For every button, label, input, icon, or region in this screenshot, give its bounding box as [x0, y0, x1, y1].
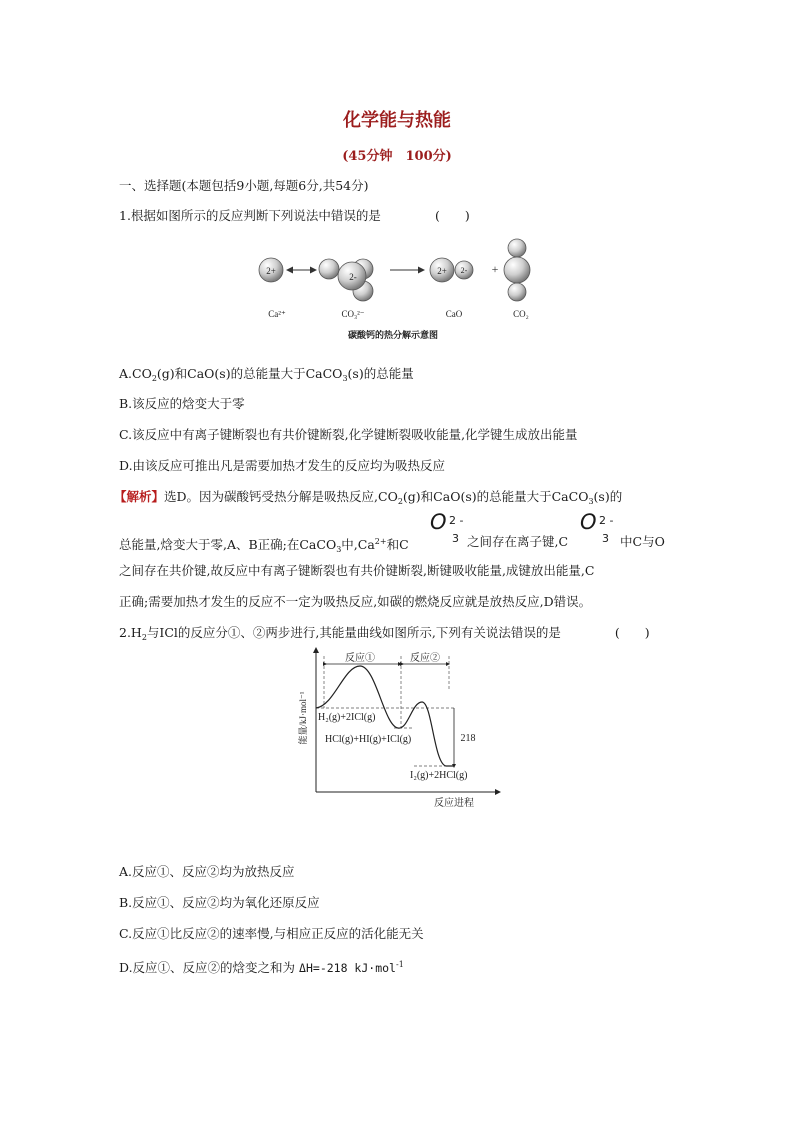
q1-stem: 1.根据如图所示的反应判断下列说法中错误的是	[119, 208, 381, 223]
ca-ion-charge: 2+	[266, 266, 276, 276]
level-label-reactants: H₂(g)+2ICl(g)	[318, 712, 376, 723]
delta-h-value: 218	[460, 733, 476, 744]
carbonate-o-ball-1	[319, 259, 339, 279]
co2-c-ball	[504, 257, 530, 283]
carbonate-charge-1: 2 -	[449, 514, 464, 527]
plus-sign: +	[491, 262, 499, 276]
cao-ca-charge: 2+	[437, 266, 447, 276]
q1-figure	[250, 236, 550, 346]
q1-analysis-line-4: 正确;需要加热才发生的反应不一定为吸热反应,如碳的燃烧反应就是放热反应,D错误。	[119, 594, 592, 609]
q1-option-b: B.该反应的焓变大于零	[119, 396, 245, 411]
level-label-products: I₂(g)+2HCl(g)	[410, 770, 468, 781]
y-axis-label: 能量/kJ·mol⁻¹	[298, 691, 308, 745]
analysis-tag: 【解析】	[114, 489, 165, 504]
level-label-intermediate: HCl(g)+HI(g)+ICl(g)	[325, 734, 412, 745]
q1-option-c: C.该反应中有离子键断裂也有共价键断裂,化学键断裂吸收能量,化学键生成放出能量	[119, 427, 578, 442]
caption-ca-ion: Ca²⁺	[268, 309, 286, 319]
carbonate-o-glyph-1: O	[430, 510, 447, 534]
carbonate-charge-2: 2 -	[599, 514, 614, 527]
x-axis-label: 反应进程	[434, 798, 474, 809]
co2-o-ball-bottom	[508, 283, 526, 301]
q1-analysis-line-3: 之间存在共价键,故反应中有离子键断裂也有共价键断裂,断键吸收能量,成键放出能量,C	[119, 563, 595, 578]
page-subtitle: (45分钟 100分)	[342, 149, 452, 164]
q1-option-a: $A.CO_2(g)$和CaO(s)的总能量大于CaCO$_3$(s)的总能量	[119, 366, 414, 383]
co2-o-ball-top	[508, 239, 526, 257]
q1-paren: ( )	[434, 208, 470, 223]
carbonate-sub-2: 3	[602, 532, 609, 545]
carbonate-o-glyph-2: O	[580, 510, 597, 534]
q1-option-d: D.由该反应可推出凡是需要加热才发生的反应均为吸热反应	[119, 458, 446, 473]
q1-stem-line	[119, 208, 470, 224]
caption-co2: CO₂	[513, 309, 529, 319]
q2-option-c: C.反应①比反应②的速率慢,与相应正反应的活化能无关	[119, 926, 424, 941]
q1-analysis-line-2: 总能量,焓变大于零,A、B正确;在CaCO$_3$中$,Ca^{2+}$和C	[119, 537, 409, 554]
q2-option-b: B.反应①、反应②均为氧化还原反应	[119, 895, 320, 910]
q2-paren: ( )	[614, 625, 650, 640]
q1-analysis-line-2c: 中C与O	[620, 534, 665, 549]
q2-option-a: A.反应①、反应②均为放热反应	[119, 864, 295, 879]
stage2-label: 反应②	[410, 653, 440, 664]
section-heading: 一、选择题(本题包括9小题,每题6分,共54分)	[119, 178, 369, 193]
carbonate-sub-1: 3	[452, 532, 459, 545]
figure-title: 碳酸钙的热分解示意图	[347, 330, 439, 340]
caption-carbonate: CO₃²⁻	[341, 309, 365, 319]
q1-analysis-line-1: 【解析】选D。因为碳酸钙受热分解是吸热反应$,CO_2(g)$和CaO(s)的总能量大于CaCO$_3$(s)的	[114, 489, 623, 506]
q2-energy-diagram	[294, 646, 504, 812]
q2-option-d: D.反应①、反应②的焓变之和为 ΔH=-218 kJ·mol$^{-1}$	[119, 960, 404, 975]
q1-analysis-line-2b: 之间存在离子键,C	[467, 534, 569, 549]
q2-stem-line: $2.H_2$与ICl的反应分①、②两步进行,其能量曲线如图所示,下列有关说法错误的是 ( )	[119, 625, 650, 642]
stage1-label: 反应①	[345, 653, 375, 664]
caption-cao: CaO	[445, 309, 463, 319]
cao-o-charge: 2-	[460, 266, 468, 275]
carbonate-charge: 2-	[349, 272, 357, 282]
page-title: 化学能与热能	[343, 110, 451, 131]
